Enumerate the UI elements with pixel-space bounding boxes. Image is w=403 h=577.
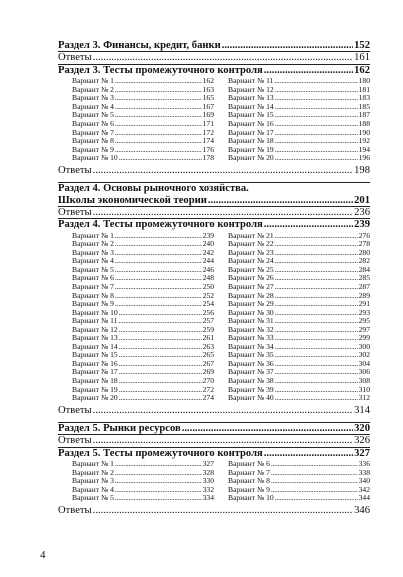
answers-entry-label: Ответы bbox=[58, 52, 92, 64]
variant-entry-label: Вариант № 27 bbox=[228, 282, 274, 291]
variant-entry-label: Вариант № 17 bbox=[72, 367, 118, 377]
variant-entry-page: 188 bbox=[358, 118, 370, 128]
variant-entry-label: Вариант № 31 bbox=[228, 316, 274, 326]
variant-entry-page: 242 bbox=[202, 247, 214, 257]
dot-leader bbox=[119, 343, 202, 352]
dot-leader bbox=[275, 137, 358, 146]
variant-entry-page: 172 bbox=[202, 127, 214, 137]
variant-entry-label: Вариант № 12 bbox=[228, 84, 274, 94]
variant-entry-label: Вариант № 9 bbox=[72, 299, 114, 309]
variant-entry-label: Вариант № 1 bbox=[72, 230, 114, 240]
dot-leader bbox=[115, 249, 202, 258]
test-heading bbox=[58, 65, 370, 76]
section-heading bbox=[58, 195, 370, 207]
dot-leader bbox=[115, 146, 202, 155]
dot-leader bbox=[275, 154, 358, 163]
variant-entry-label: Вариант № 24 bbox=[228, 256, 274, 266]
variant-entry-label: Вариант № 8 bbox=[72, 290, 114, 300]
variant-entry bbox=[72, 494, 214, 503]
final-answers-entry-label: Ответы bbox=[58, 164, 92, 176]
variant-entry-label: Вариант № 35 bbox=[228, 350, 274, 360]
dot-leader bbox=[115, 494, 202, 503]
section-heading-label: Школы экономической теории bbox=[58, 194, 207, 206]
variant-entry-label: Вариант № 5 bbox=[72, 110, 114, 120]
answers-entry bbox=[58, 207, 370, 219]
answers-entry-page: 236 bbox=[354, 206, 370, 218]
dot-leader bbox=[115, 292, 202, 301]
variant-entry-label: Вариант № 29 bbox=[228, 299, 274, 309]
dot-leader bbox=[93, 435, 353, 446]
dot-leader bbox=[275, 343, 358, 352]
variant-entry-page: 342 bbox=[358, 484, 370, 494]
variant-entry-label: Вариант № 3 bbox=[72, 93, 114, 103]
variant-entry-page: 344 bbox=[358, 493, 370, 503]
variant-entry-page: 310 bbox=[358, 384, 370, 394]
variant-entry-page: 246 bbox=[202, 264, 214, 274]
variant-entry-page: 187 bbox=[358, 110, 370, 120]
dot-leader bbox=[275, 309, 358, 318]
variant-entry-label: Вариант № 16 bbox=[228, 118, 274, 128]
variant-entry-page: 171 bbox=[202, 118, 214, 128]
variant-entry-page: 196 bbox=[358, 153, 370, 163]
variant-entry-page: 239 bbox=[202, 230, 214, 240]
variant-entry-page: 176 bbox=[202, 144, 214, 154]
variant-entry-page: 248 bbox=[202, 273, 214, 283]
variant-entry-label: Вариант № 4 bbox=[72, 101, 114, 111]
test-heading-label: Раздел 3. Тесты промежуточного контроля bbox=[58, 64, 263, 76]
dot-leader bbox=[93, 165, 353, 176]
variant-entry-label: Вариант № 20 bbox=[72, 393, 118, 403]
variant-entry-label: Вариант № 15 bbox=[228, 110, 274, 120]
variant-entry-label: Вариант № 32 bbox=[228, 324, 274, 334]
test-heading-label: Раздел 4. Тесты промежуточного контроля bbox=[58, 219, 263, 231]
variant-entry-label: Вариант № 3 bbox=[72, 247, 114, 257]
variant-entry-page: 250 bbox=[202, 282, 214, 291]
variant-entry-page: 284 bbox=[358, 264, 370, 274]
variants-grid bbox=[58, 76, 370, 164]
variant-entry-page: 280 bbox=[358, 247, 370, 257]
variant-entry-page: 254 bbox=[202, 299, 214, 309]
variant-entry-label: Вариант № 23 bbox=[228, 247, 274, 257]
variant-entry-page: 181 bbox=[358, 84, 370, 94]
dot-leader bbox=[115, 232, 202, 241]
variant-entry-page: 183 bbox=[358, 93, 370, 103]
dot-leader bbox=[222, 40, 353, 51]
dot-leader bbox=[115, 266, 202, 275]
variant-entry-page: 306 bbox=[358, 367, 370, 377]
dot-leader bbox=[275, 232, 358, 241]
test-heading-page: 239 bbox=[354, 219, 370, 231]
dot-leader bbox=[275, 283, 358, 292]
final-answers-entry-label: Ответы bbox=[58, 505, 92, 517]
answers-entry bbox=[58, 52, 370, 64]
dot-leader bbox=[119, 394, 202, 403]
test-heading-page: 162 bbox=[354, 64, 370, 76]
variant-entry-page: 304 bbox=[358, 358, 370, 368]
variant-entry-page: 265 bbox=[202, 350, 214, 360]
variant-entry-page: 312 bbox=[358, 393, 370, 403]
variant-entry bbox=[72, 394, 214, 403]
variant-entry-label: Вариант № 2 bbox=[72, 84, 114, 94]
variant-entry-page: 327 bbox=[202, 459, 214, 469]
variant-entry-page: 259 bbox=[202, 324, 214, 334]
section-heading-label: Раздел 3. Финансы, кредит, банки bbox=[58, 40, 221, 51]
variant-entry-page: 261 bbox=[202, 333, 214, 343]
variant-entry-page: 295 bbox=[358, 316, 370, 326]
dot-leader bbox=[271, 477, 358, 486]
dot-leader bbox=[118, 317, 201, 326]
dot-leader bbox=[275, 103, 358, 112]
variant-entry-label: Вариант № 8 bbox=[72, 136, 114, 146]
answers-entry bbox=[58, 435, 370, 447]
final-answers-entry-label: Ответы bbox=[58, 404, 92, 416]
variant-entry bbox=[228, 154, 370, 163]
dot-leader bbox=[119, 154, 202, 163]
variant-entry-page: 338 bbox=[358, 467, 370, 477]
dot-leader bbox=[275, 257, 358, 266]
dot-leader bbox=[264, 65, 353, 76]
variant-entry-label: Вариант № 14 bbox=[72, 341, 118, 351]
variant-entry-label: Вариант № 1 bbox=[72, 459, 114, 469]
dot-leader bbox=[115, 94, 202, 103]
variant-entry-page: 330 bbox=[202, 476, 214, 486]
section-heading-label: Раздел 4. Основы рыночного хозяйства. bbox=[58, 183, 249, 195]
dot-leader bbox=[275, 120, 358, 129]
variant-entry-page: 194 bbox=[358, 144, 370, 154]
section-heading bbox=[58, 182, 370, 194]
dot-leader bbox=[275, 240, 358, 249]
dot-leader bbox=[115, 137, 202, 146]
variant-entry-page: 240 bbox=[202, 239, 214, 249]
section-heading bbox=[58, 40, 370, 52]
variant-entry-label: Вариант № 16 bbox=[72, 358, 118, 368]
dot-leader bbox=[275, 94, 358, 103]
dot-leader bbox=[275, 494, 358, 503]
dot-leader bbox=[119, 351, 202, 360]
variant-entry-label: Вариант № 18 bbox=[72, 376, 118, 386]
variant-entry-label: Вариант № 13 bbox=[228, 93, 274, 103]
variant-entry-label: Вариант № 4 bbox=[72, 484, 114, 494]
dot-leader bbox=[119, 386, 202, 395]
dot-leader bbox=[115, 111, 202, 120]
dot-leader bbox=[119, 377, 202, 386]
section-heading-page: 201 bbox=[354, 194, 370, 206]
variant-entry-page: 257 bbox=[202, 316, 214, 326]
variant-entry-label: Вариант № 30 bbox=[228, 307, 274, 317]
dot-leader bbox=[119, 334, 202, 343]
variant-entry-label: Вариант № 7 bbox=[72, 127, 114, 137]
variant-entry-label: Вариант № 9 bbox=[72, 144, 114, 154]
variant-entry-page: 334 bbox=[202, 493, 214, 503]
variant-entry-page: 282 bbox=[358, 256, 370, 266]
variant-entry-label: Вариант № 19 bbox=[228, 144, 274, 154]
variant-entry-page: 190 bbox=[358, 127, 370, 137]
variant-entry-page: 302 bbox=[358, 350, 370, 360]
variant-entry-label: Вариант № 36 bbox=[228, 358, 274, 368]
test-heading bbox=[58, 448, 370, 459]
variant-entry-label: Вариант № 6 bbox=[228, 459, 270, 469]
table-of-contents bbox=[58, 40, 370, 516]
dot-leader bbox=[115, 486, 202, 495]
final-answers-entry bbox=[58, 405, 370, 416]
dot-leader bbox=[208, 195, 353, 206]
variant-entry-page: 244 bbox=[202, 256, 214, 266]
variant-entry bbox=[228, 494, 370, 503]
variant-entry-page: 300 bbox=[358, 341, 370, 351]
variant-entry-label: Вариант № 6 bbox=[72, 273, 114, 283]
dot-leader bbox=[115, 86, 202, 95]
test-heading-page: 327 bbox=[354, 447, 370, 459]
variant-entry-label: Вариант № 4 bbox=[72, 256, 114, 266]
dot-leader bbox=[274, 77, 357, 86]
section-heading-label: Раздел 5. Рынки ресурсов bbox=[58, 423, 181, 435]
variant-entry-label: Вариант № 34 bbox=[228, 341, 274, 351]
variant-entry bbox=[72, 154, 214, 163]
dot-leader bbox=[275, 334, 358, 343]
variant-entry-label: Вариант № 18 bbox=[228, 136, 274, 146]
variants-grid bbox=[58, 231, 370, 405]
dot-leader bbox=[275, 360, 358, 369]
dot-leader bbox=[275, 351, 358, 360]
variant-entry-label: Вариант № 40 bbox=[228, 393, 274, 403]
variant-entry-page: 336 bbox=[358, 459, 370, 469]
dot-leader bbox=[115, 129, 202, 138]
dot-leader bbox=[115, 257, 202, 266]
variant-entry-page: 263 bbox=[202, 341, 214, 351]
dot-leader bbox=[93, 207, 353, 218]
dot-leader bbox=[119, 360, 202, 369]
dot-leader bbox=[115, 300, 202, 309]
variants-column bbox=[72, 460, 214, 503]
dot-leader bbox=[93, 405, 353, 416]
dot-leader bbox=[119, 326, 202, 335]
answers-entry-label: Ответы bbox=[58, 206, 92, 218]
test-heading-label: Раздел 5. Тесты промежуточного контроля bbox=[58, 447, 263, 459]
variant-entry-label: Вариант № 14 bbox=[228, 101, 274, 111]
dot-leader bbox=[264, 448, 353, 459]
dot-leader bbox=[275, 300, 358, 309]
section-heading-page: 320 bbox=[354, 423, 370, 435]
dot-leader bbox=[115, 103, 202, 112]
dot-leader bbox=[275, 129, 358, 138]
variant-entry-page: 287 bbox=[358, 282, 370, 291]
variant-entry-page: 252 bbox=[202, 290, 214, 300]
dot-leader bbox=[275, 111, 358, 120]
dot-leader bbox=[115, 469, 202, 478]
variant-entry-page: 278 bbox=[358, 239, 370, 249]
variant-entry-page: 267 bbox=[202, 358, 214, 368]
variant-entry-label: Вариант № 39 bbox=[228, 384, 274, 394]
dot-leader bbox=[115, 120, 202, 129]
variant-entry-label: Вариант № 10 bbox=[228, 493, 274, 503]
variant-entry-label: Вариант № 22 bbox=[228, 239, 274, 249]
variant-entry-page: 165 bbox=[202, 93, 214, 103]
variants-grid bbox=[58, 459, 370, 505]
variant-entry-page: 328 bbox=[202, 467, 214, 477]
variant-entry-page: 274 bbox=[202, 393, 214, 403]
variant-entry-label: Вариант № 7 bbox=[72, 282, 114, 291]
variant-entry-label: Вариант № 17 bbox=[228, 127, 274, 137]
variant-entry-label: Вариант № 10 bbox=[72, 153, 118, 163]
variant-entry-page: 293 bbox=[358, 307, 370, 317]
variant-entry-page: 192 bbox=[358, 136, 370, 146]
variant-entry-label: Вариант № 26 bbox=[228, 273, 274, 283]
variant-entry-label: Вариант № 33 bbox=[228, 333, 274, 343]
dot-leader bbox=[264, 219, 353, 230]
variant-entry-label: Вариант № 1 bbox=[72, 76, 114, 86]
variant-entry-page: 332 bbox=[202, 484, 214, 494]
variant-entry-label: Вариант № 21 bbox=[228, 230, 274, 240]
answers-entry-page: 161 bbox=[354, 52, 370, 64]
dot-leader bbox=[275, 146, 358, 155]
test-heading bbox=[58, 219, 370, 230]
variant-entry-page: 272 bbox=[202, 384, 214, 394]
dot-leader bbox=[275, 394, 358, 403]
answers-entry-page: 326 bbox=[354, 435, 370, 447]
variant-entry-label: Вариант № 19 bbox=[72, 384, 118, 394]
variant-entry-page: 285 bbox=[358, 273, 370, 283]
variant-entry-label: Вариант № 5 bbox=[72, 493, 114, 503]
variant-entry-page: 299 bbox=[358, 333, 370, 343]
final-answers-entry bbox=[58, 505, 370, 516]
variant-entry-page: 180 bbox=[358, 76, 370, 86]
variant-entry-label: Вариант № 12 bbox=[72, 324, 118, 334]
variant-entry-page: 289 bbox=[358, 290, 370, 300]
final-answers-entry-page: 198 bbox=[354, 164, 370, 176]
dot-leader bbox=[275, 368, 358, 377]
dot-leader bbox=[275, 326, 358, 335]
dot-leader bbox=[182, 423, 353, 434]
variant-entry-page: 163 bbox=[202, 84, 214, 94]
dot-leader bbox=[275, 274, 358, 283]
variant-entry-label: Вариант № 5 bbox=[72, 264, 114, 274]
dot-leader bbox=[275, 386, 358, 395]
dot-leader bbox=[275, 317, 358, 326]
variant-entry-label: Вариант № 2 bbox=[72, 239, 114, 249]
variants-column bbox=[72, 232, 214, 403]
variant-entry-label: Вариант № 37 bbox=[228, 367, 274, 377]
section-heading bbox=[58, 422, 370, 435]
dot-leader bbox=[275, 86, 358, 95]
variant-entry-page: 340 bbox=[358, 476, 370, 486]
variant-entry-label: Вариант № 7 bbox=[228, 467, 270, 477]
variant-entry-page: 291 bbox=[358, 299, 370, 309]
dot-leader bbox=[275, 377, 358, 386]
dot-leader bbox=[275, 249, 358, 258]
dot-leader bbox=[115, 240, 202, 249]
variant-entry-page: 270 bbox=[202, 376, 214, 386]
variant-entry-label: Вариант № 20 bbox=[228, 153, 274, 163]
variants-column bbox=[228, 460, 370, 503]
dot-leader bbox=[271, 486, 358, 495]
dot-leader bbox=[271, 469, 358, 478]
variant-entry-page: 169 bbox=[202, 110, 214, 120]
variant-entry-label: Вариант № 11 bbox=[72, 316, 118, 326]
dot-leader bbox=[115, 77, 202, 86]
variant-entry-label: Вариант № 25 bbox=[228, 264, 274, 274]
variant-entry-page: 178 bbox=[202, 153, 214, 163]
variant-entry-label: Вариант № 6 bbox=[72, 118, 114, 128]
variant-entry-page: 276 bbox=[358, 230, 370, 240]
variant-entry-label: Вариант № 10 bbox=[72, 307, 118, 317]
variant-entry-page: 256 bbox=[202, 307, 214, 317]
variant-entry-page: 185 bbox=[358, 101, 370, 111]
dot-leader bbox=[115, 274, 202, 283]
dot-leader bbox=[115, 283, 202, 292]
variant-entry-page: 297 bbox=[358, 324, 370, 334]
final-answers-entry-page: 346 bbox=[354, 505, 370, 517]
variant-entry-label: Вариант № 11 bbox=[228, 76, 274, 86]
dot-leader bbox=[93, 505, 353, 516]
variant-entry-page: 174 bbox=[202, 136, 214, 146]
variant-entry-label: Вариант № 9 bbox=[228, 484, 270, 494]
dot-leader bbox=[115, 460, 202, 469]
variant-entry-label: Вариант № 8 bbox=[228, 476, 270, 486]
dot-leader bbox=[115, 477, 202, 486]
variant-entry-label: Вариант № 2 bbox=[72, 467, 114, 477]
dot-leader bbox=[119, 368, 202, 377]
page-number: 4 bbox=[40, 549, 46, 561]
dot-leader bbox=[119, 309, 202, 318]
variants-column bbox=[228, 232, 370, 403]
variant-entry-label: Вариант № 13 bbox=[72, 333, 118, 343]
variant-entry-page: 162 bbox=[202, 76, 214, 86]
final-answers-entry bbox=[58, 165, 370, 176]
dot-leader bbox=[275, 266, 358, 275]
variant-entry-page: 167 bbox=[202, 101, 214, 111]
variant-entry-label: Вариант № 3 bbox=[72, 476, 114, 486]
answers-entry-label: Ответы bbox=[58, 435, 92, 447]
variant-entry-label: Вариант № 15 bbox=[72, 350, 118, 360]
variants-column bbox=[72, 77, 214, 162]
dot-leader bbox=[93, 52, 353, 63]
section-heading-page: 152 bbox=[354, 40, 370, 51]
variant-entry-label: Вариант № 38 bbox=[228, 376, 274, 386]
dot-leader bbox=[271, 460, 358, 469]
variant-entry bbox=[228, 394, 370, 403]
variants-column bbox=[228, 77, 370, 162]
dot-leader bbox=[275, 292, 358, 301]
final-answers-entry-page: 314 bbox=[354, 404, 370, 416]
variant-entry-page: 308 bbox=[358, 376, 370, 386]
variant-entry-label: Вариант № 28 bbox=[228, 290, 274, 300]
variant-entry-page: 269 bbox=[202, 367, 214, 377]
